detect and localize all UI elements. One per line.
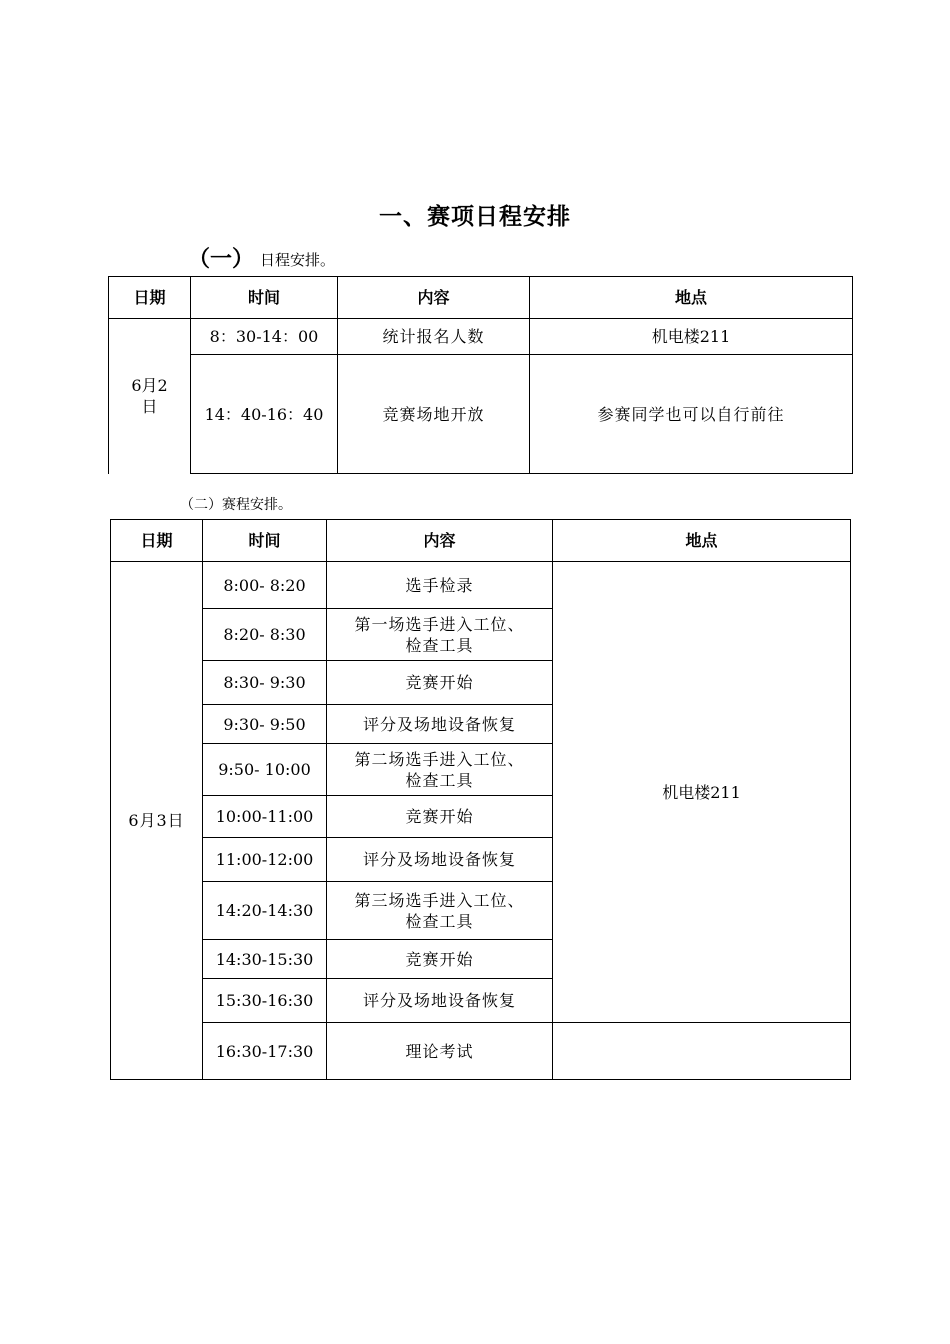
time-cell: 14：40-16：40 <box>191 355 338 474</box>
date-cell: 6月3日 <box>111 562 203 1080</box>
place-cell <box>553 1023 851 1080</box>
time-cell: 16:30-17:30 <box>203 1023 327 1080</box>
page-title: 一、赛项日程安排 <box>379 204 571 230</box>
table-header-row <box>111 520 851 562</box>
time-cell: 8：30-14：00 <box>191 319 338 355</box>
content-cell: 竞赛开始 <box>327 661 553 705</box>
date-line2: 日 <box>141 397 158 417</box>
header-content: 内容 <box>338 277 530 319</box>
content-cell: 评分及场地设备恢复 <box>327 705 553 744</box>
header-place: 地点 <box>553 520 851 562</box>
section1-label: 日程安排。 <box>260 251 336 269</box>
content-cell: 统计报名人数 <box>338 319 530 355</box>
content-line2: 检查工具 <box>405 770 474 790</box>
place-cell: 参赛同学也可以自行前往 <box>530 355 853 474</box>
section1-heading <box>188 242 335 273</box>
time-cell: 8:20- 8:30 <box>203 609 327 661</box>
date-line1: 6月2 <box>131 376 168 396</box>
schedule-table-2 <box>110 519 851 1080</box>
header-date: 日期 <box>111 520 203 562</box>
content-cell <box>327 744 553 796</box>
time-cell: 14:30-15:30 <box>203 940 327 979</box>
table-row <box>111 562 851 609</box>
content-cell: 竞赛开始 <box>327 940 553 979</box>
content-cell: 选手检录 <box>327 562 553 609</box>
section1-number: （一） <box>188 247 255 272</box>
content-cell <box>327 609 553 661</box>
place-cell-merged: 机电楼211 <box>553 562 851 1023</box>
content-line2: 检查工具 <box>405 635 474 655</box>
content-cell: 评分及场地设备恢复 <box>327 838 553 882</box>
content-cell: 理论考试 <box>327 1023 553 1080</box>
content-line1: 第三场选手进入工位、 <box>354 890 525 910</box>
table-row <box>109 355 853 474</box>
place-cell: 机电楼211 <box>530 319 853 355</box>
header-time: 时间 <box>191 277 338 319</box>
time-cell: 15:30-16:30 <box>203 979 327 1023</box>
time-cell: 10:00-11:00 <box>203 796 327 838</box>
time-cell: 8:30- 9:30 <box>203 661 327 705</box>
table-row <box>111 1023 851 1080</box>
header-place: 地点 <box>530 277 853 319</box>
table-row <box>109 319 853 355</box>
content-cell <box>327 882 553 940</box>
content-line1: 第一场选手进入工位、 <box>354 614 525 634</box>
header-content: 内容 <box>327 520 553 562</box>
section2-heading: （二）赛程安排。 <box>180 497 292 513</box>
time-cell: 9:50- 10:00 <box>203 744 327 796</box>
time-cell: 11:00-12:00 <box>203 838 327 882</box>
date-cell <box>109 319 191 474</box>
content-line2: 检查工具 <box>405 911 474 931</box>
header-date: 日期 <box>109 277 191 319</box>
time-cell: 9:30- 9:50 <box>203 705 327 744</box>
content-cell: 评分及场地设备恢复 <box>327 979 553 1023</box>
time-cell: 14:20-14:30 <box>203 882 327 940</box>
content-line1: 第二场选手进入工位、 <box>354 749 525 769</box>
schedule-table-1 <box>108 276 853 474</box>
content-cell: 竞赛开始 <box>327 796 553 838</box>
table-header-row <box>109 277 853 319</box>
content-cell: 竞赛场地开放 <box>338 355 530 474</box>
time-cell: 8:00- 8:20 <box>203 562 327 609</box>
header-time: 时间 <box>203 520 327 562</box>
